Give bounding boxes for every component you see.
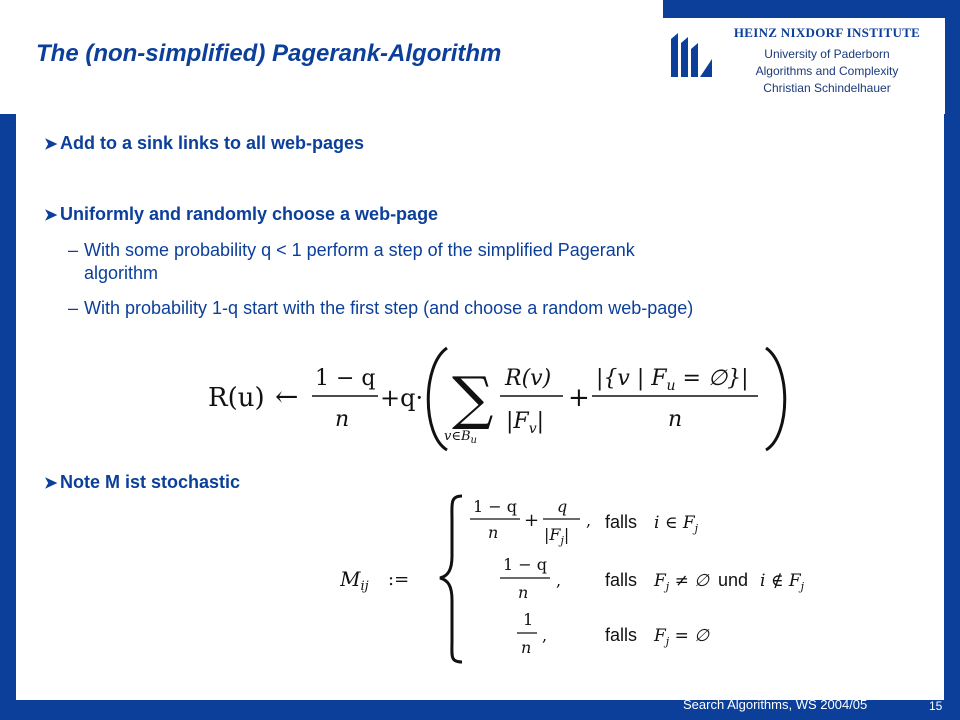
institute-author: Christian Schindelhauer (763, 81, 891, 95)
case1-condition: i ∈ $F_j$ (654, 513, 699, 535)
case1-frac2-num: q (557, 497, 568, 516)
bullet-text: Add to a sink links to all web-pages (60, 133, 365, 153)
sum-symbol: ∑ (452, 364, 494, 432)
case3-comma: , (542, 626, 548, 645)
formula-frac1-num: 1 − q (315, 366, 376, 391)
arrow-bullet-icon: ➤ (44, 475, 58, 492)
case2-condition-2: i ∉ $F_j$ (760, 571, 805, 593)
subbullet-line: With probability 1-q start with the first step (and choose a random web-page) (84, 298, 694, 318)
institute-name: HEINZ NIXDORF INSTITUTE (733, 25, 921, 40)
case3-frac-den: n (521, 638, 532, 657)
case2-und: und (718, 570, 749, 590)
page-number: 15 (929, 699, 943, 713)
case1-plus: + (524, 510, 540, 531)
subbullet-probability-q (68, 239, 635, 285)
formula-frac1-den: n (335, 407, 350, 432)
subbullet-line: With some probability q < 1 perform a step of the simplified Pagerank (84, 240, 635, 260)
case3-condition: $F_j$ = ∅ (654, 626, 710, 648)
sum-index: $v\in B_u$ (444, 429, 477, 446)
bullet-stochastic (44, 472, 240, 493)
bullet-text: Note M ist stochastic (60, 472, 241, 492)
slide-title: The (non-simplified) Pagerank-Algorithm (36, 40, 502, 67)
subbullet-line: algorithm (84, 263, 159, 283)
matrix-definition (340, 490, 820, 665)
bullet-text: Uniformly and randomly choose a web-page (60, 204, 439, 224)
arrow-bullet-icon: ➤ (44, 207, 58, 224)
formula-frac3-num: |{v | $F_u$ = ∅}| (596, 366, 749, 394)
matrix-assign: := (388, 569, 410, 590)
bullet-uniform-choice (44, 204, 438, 225)
bullet-sink-links (44, 133, 364, 154)
case3-falls: falls (605, 625, 638, 645)
matrix-lhs: $M_{ij}$ (340, 567, 369, 594)
case1-comma: , (586, 511, 592, 530)
case3-frac-num: 1 (523, 610, 534, 629)
dash-bullet: – (68, 298, 79, 318)
left-brace (440, 496, 462, 662)
institute-info (712, 25, 942, 97)
footer-course: Search Algorithms, WS 2004/05 (683, 697, 868, 712)
case2-frac-den: n (518, 583, 529, 602)
institute-group: Algorithms and Complexity (755, 64, 899, 78)
case1-frac-num: 1 − q (473, 497, 517, 516)
formula-lhs: R(u) (208, 383, 265, 413)
formula-frac2-den: $|F_v|$ (506, 409, 545, 437)
case1-frac2-den: $|F_j|$ (544, 525, 570, 547)
case1-frac-den: n (488, 523, 499, 542)
formula-plus-q: +q· (380, 384, 424, 412)
dash-bullet: – (68, 240, 79, 260)
university-logo-icon (669, 29, 713, 79)
case2-falls: falls (605, 570, 638, 590)
institute-university: University of Paderborn (764, 47, 890, 61)
arrow-bullet-icon: ➤ (44, 136, 58, 153)
subbullet-probability-1-q (68, 297, 694, 320)
formula-frac2-num: R(v) (505, 366, 552, 391)
formula-frac3-den: n (668, 407, 683, 432)
big-right-paren (766, 348, 785, 450)
case2-condition-1: $F_j$ ≠ ∅ (654, 571, 710, 593)
case1-falls: falls (605, 512, 638, 532)
formula-plus: + (568, 383, 590, 413)
case2-comma: , (556, 571, 562, 590)
case2-frac-num: 1 − q (503, 555, 547, 574)
pagerank-formula (200, 340, 790, 455)
formula-arrow: ← (275, 380, 299, 413)
